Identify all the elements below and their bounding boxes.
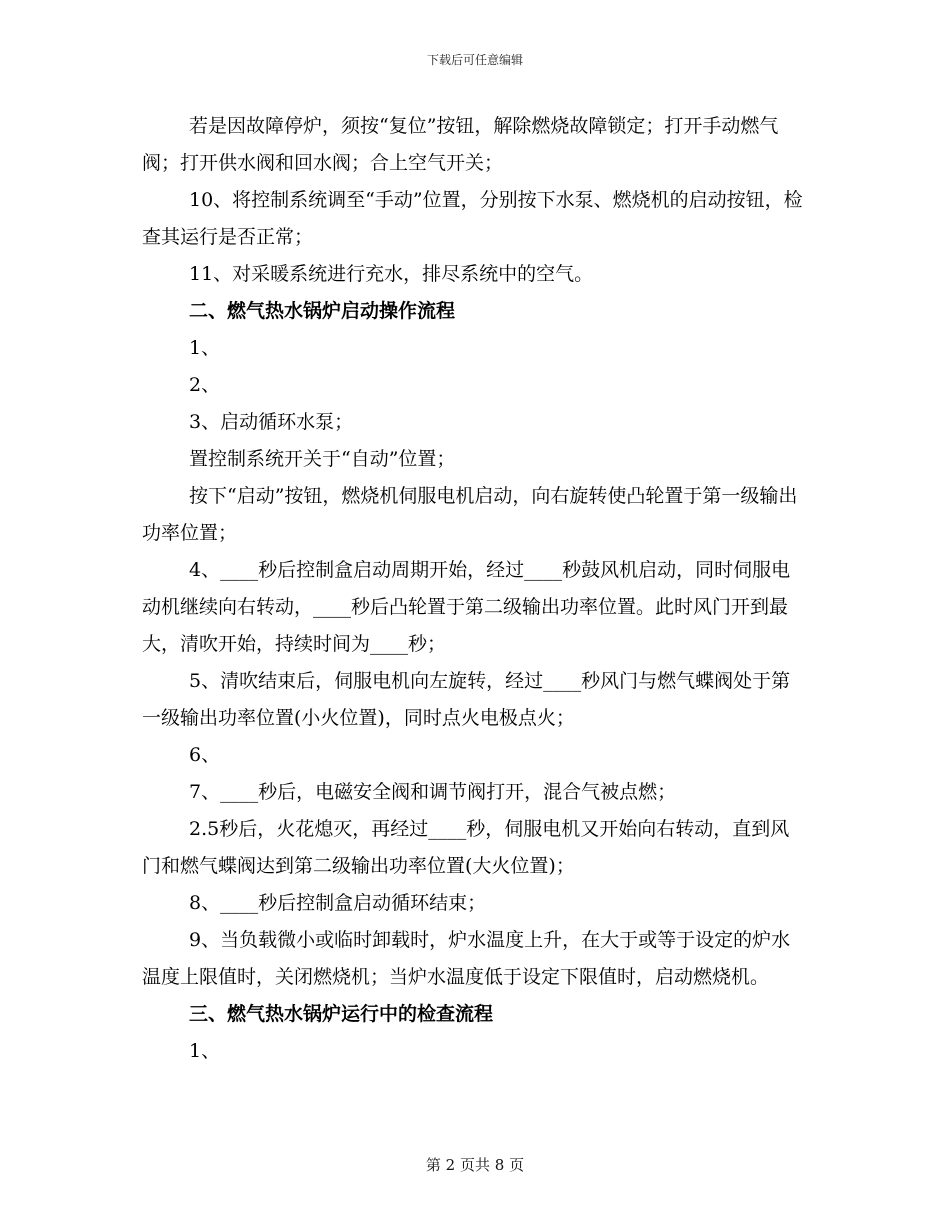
paragraph-auto-position: 置控制系统开关于“自动”位置； — [189, 448, 456, 470]
paragraph-spark-off: 2.5秒后，火花熄灭，再经过____秒，伺服电机又开始向右转动，直到风门和燃气蝶阀达到第二级输出功率位置(大火位置)； — [142, 818, 790, 877]
paragraph-startup-step-6: 6、 — [189, 744, 221, 766]
paragraph-step-11: 11、对采暖系统进行充水，排尽系统中的空气。 — [189, 263, 594, 285]
paragraph-reset-instructions: 若是因故障停炉，须按“复位”按钮，解除燃烧故障锁定；打开手动燃气阀；打开供水阀和回水阀；合上空气开关； — [142, 115, 779, 174]
paragraph-startup-step-5: 5、清吹结束后，伺服电机向左旋转，经过____秒风门与燃气蝶阀处于第一级输出功率位置(小火位置)，同时点火电极点火； — [142, 670, 791, 729]
paragraph-startup-step-2: 2、 — [189, 374, 221, 396]
paragraph-startup-step-3: 3、启动循环水泵； — [189, 411, 354, 433]
page-header: 下载后可任意编辑 — [426, 53, 523, 67]
paragraph-startup-step-1: 1、 — [189, 337, 221, 359]
paragraph-startup-step-9: 9、当负载微小或临时卸载时，炉水温度上升，在大于或等于设定的炉水温度上限值时，关闭燃烧机；当炉水温度低于设定下限值时，启动燃烧机。 — [142, 929, 791, 988]
paragraph-step-10: 10、将控制系统调至“手动”位置，分别按下水泵、燃烧机的启动按钮，检查其运行是否正常； — [142, 189, 803, 248]
paragraph-startup-step-7: 7、____秒后，电磁安全阀和调节阀打开，混合气被点燃； — [189, 781, 677, 803]
document-body — [142, 108, 808, 1070]
paragraph-startup-step-4: 4、____秒后控制盒启动周期开始，经过____秒鼓风机启动，同时伺服电动机继续向右转动，____秒后凸轮置于第二级输出功率位置。此时风门开到最大，清吹开始，持续时间为____秒； — [142, 559, 791, 655]
paragraph-check-step-1: 1、 — [189, 1040, 221, 1062]
paragraph-press-start: 按下“启动”按钮，燃烧机伺服电机启动，向右旋转使凸轮置于第一级输出功率位置； — [142, 485, 798, 544]
section-heading-running-check: 三、燃气热水锅炉运行中的检查流程 — [189, 1003, 494, 1025]
page-footer: 第 2 页共 8 页 — [425, 1156, 525, 1174]
paragraph-startup-step-8: 8、____秒后控制盒启动循环结束； — [189, 892, 487, 914]
section-heading-startup: 二、燃气热水锅炉启动操作流程 — [189, 300, 456, 322]
